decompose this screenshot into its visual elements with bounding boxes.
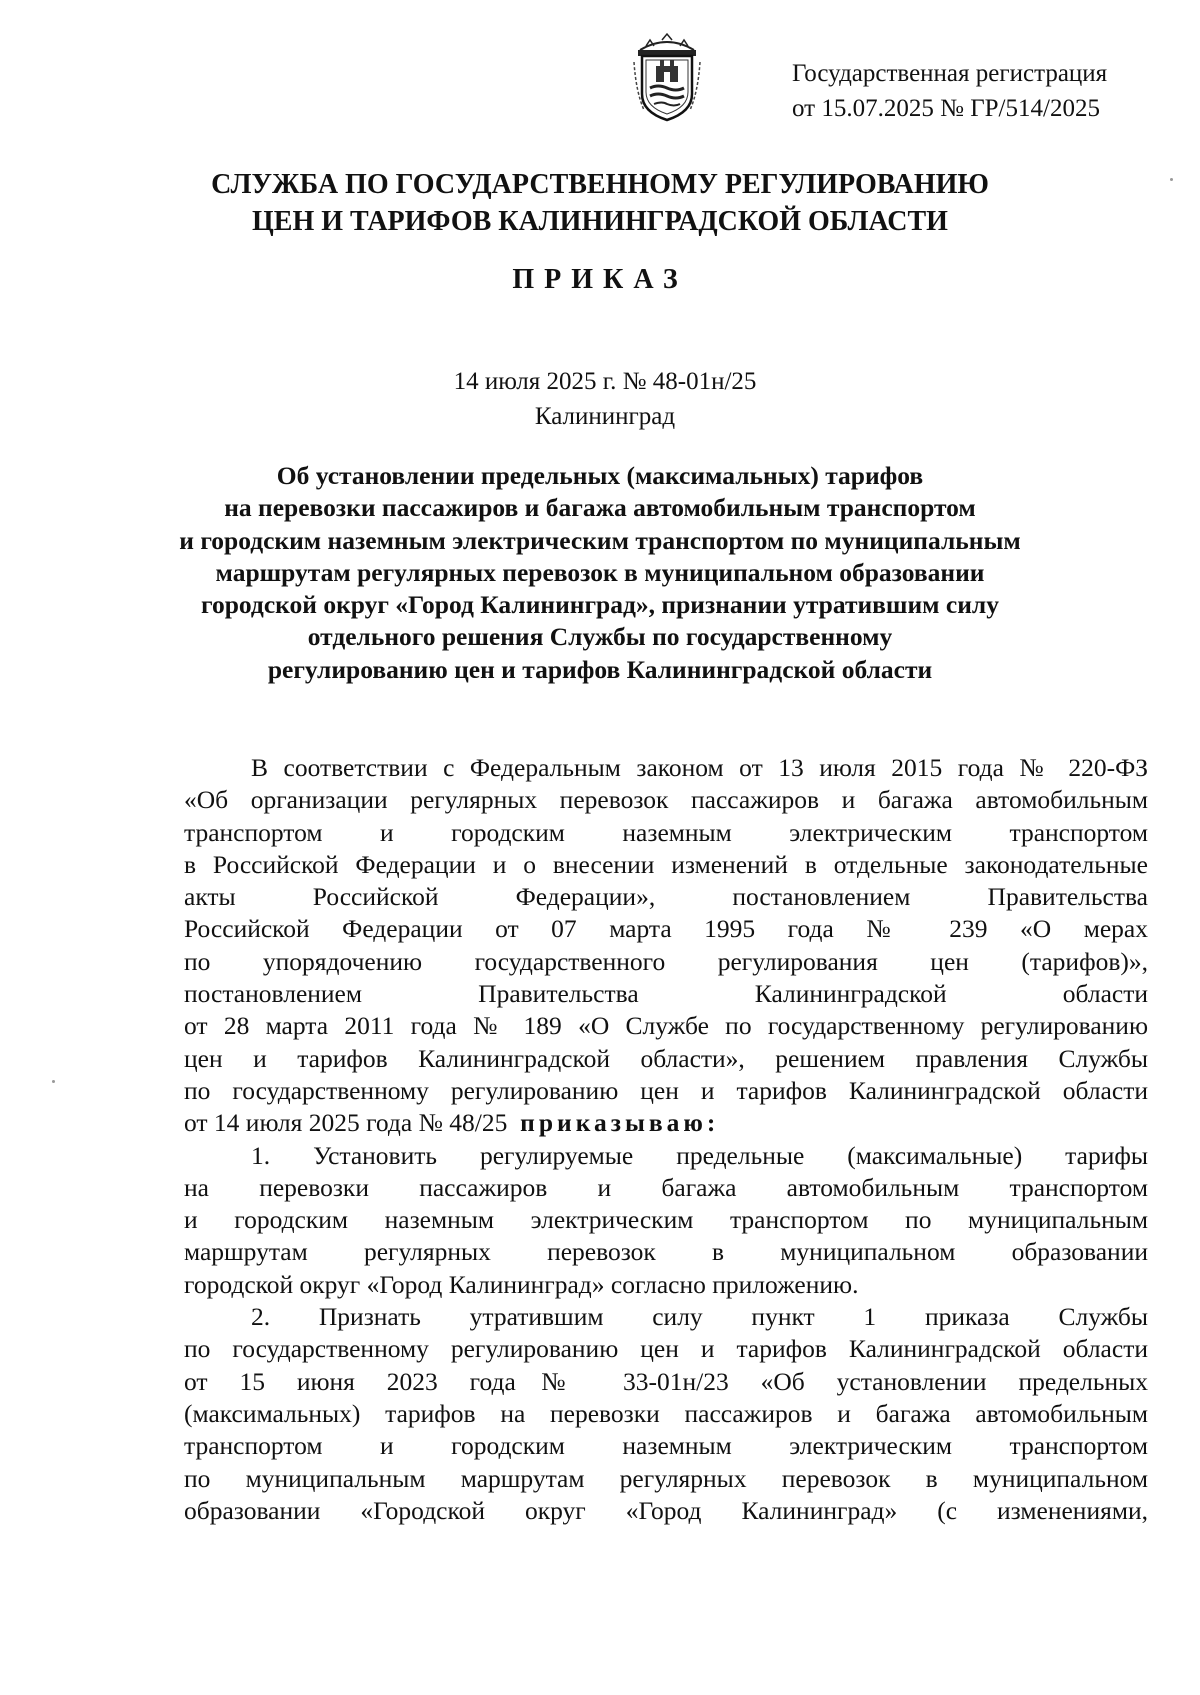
item-2-line: по государственному регулированию цен и тарифов Калининградской области <box>184 1334 1148 1364</box>
preamble-last-text: от 14 июля 2025 года № 48/25 <box>184 1108 508 1138</box>
organization-title-line-1: СЛУЖБА ПО ГОСУДАРСТВЕННОМУ РЕГУЛИРОВАНИЮ <box>211 169 989 200</box>
organization-title <box>0 166 1200 240</box>
preamble-line: акты Российской Федерации», постановлением Правительства <box>184 882 1148 912</box>
item-2-line: транспортом и городским наземным электрическим транспортом <box>184 1431 1148 1461</box>
preamble-line: в Российской Федерации и о внесении изменений в отдельные законодательные <box>184 849 1148 879</box>
subject-line: регулированию цен и тарифов Калининградской области <box>267 654 933 684</box>
subject-line: и городским наземным электрическим транспортом по муниципальным <box>179 525 1021 555</box>
registration-line-2: от 15.07.2025 № ГР/514/2025 <box>792 95 1100 122</box>
document-city: Калининград <box>534 403 676 430</box>
item-2-line: от 15 июня 2023 года№ 33-01н/23 «Об установлении предельных <box>184 1366 1148 1396</box>
item-1-line: городской округ «Город Калининград» согласно приложению. <box>184 1269 859 1299</box>
subject-line: маршрутам регулярных перевозок в муниципальном образовании <box>215 557 985 587</box>
item-2-line: по муниципальным маршрутам регулярных перевозок в муниципальном <box>184 1463 1148 1493</box>
subject-line: городской округ «Город Калининград», признании утратившим силу <box>201 590 999 620</box>
preamble-line: по государственному регулированию цен и тарифов Калининградской области <box>184 1075 1148 1105</box>
coat-of-arms-emblem <box>632 32 702 124</box>
item-1-line: маршрутам регулярных перевозок в муниципальном образовании <box>184 1237 1148 1267</box>
item-2-line: образовании «Городской округ «Город Калининград» (с изменениями, <box>184 1495 1148 1525</box>
document-subject <box>0 460 1200 686</box>
document-body <box>184 752 1148 1527</box>
preamble-line: транспортом и городским наземным электрическим транспортом <box>184 817 1148 847</box>
document-type-heading: ПРИКАЗ <box>512 264 688 295</box>
subject-line: Об установлении предельных (максимальных) тарифов <box>276 461 924 490</box>
subject-line: на перевозки пассажиров и багажа автомобильным транспортом <box>224 493 976 523</box>
scan-speck <box>1170 178 1173 181</box>
preamble-line: от 28 марта 2011 года № 189 «О Службе по государственному регулированию <box>184 1011 1148 1041</box>
preamble-line: по упорядочению государственного регулирования цен (тарифов)», <box>184 946 1148 976</box>
order-command: приказываю: <box>520 1108 720 1138</box>
preamble-line: В соответствии с Федеральным законом от 13 июля 2015 года № 220-ФЗ <box>251 753 1148 782</box>
item-1-line: и городским наземным электрическим транспортом по муниципальным <box>184 1205 1148 1235</box>
item-1-line: 1. Установить регулируемые предельные (максимальные) тарифы <box>251 1140 1148 1170</box>
item-2-line: (максимальных) тарифов на перевозки пассажиров и багажа автомобильным <box>184 1398 1148 1428</box>
preamble-line: «Об организации регулярных перевозок пассажиров и багажа автомобильным <box>184 785 1148 815</box>
subject-line: отдельного решения Службы по государственному <box>307 622 893 652</box>
registration-stamp <box>792 56 1107 126</box>
document-date-number: 14 июля 2025 г. № 48-01н/25 <box>453 368 757 395</box>
item-2-line: 2. Признать утратившим силу пункт 1 приказа Службы <box>251 1302 1148 1332</box>
document-meta <box>0 364 1200 434</box>
preamble-last-line <box>184 1107 1148 1139</box>
organization-title-line-2: ЦЕН И ТАРИФОВ КАЛИНИНГРАДСКОЙ ОБЛАСТИ <box>252 206 948 237</box>
item-1-line: на перевозки пассажиров и багажа автомобильным транспортом <box>184 1172 1148 1202</box>
scan-speck <box>52 1080 55 1083</box>
preamble-line: постановлением Правительства Калининградской области <box>184 979 1148 1009</box>
preamble-line: Российской Федерации от 07 марта 1995 года № 239 «О мерах <box>184 914 1148 944</box>
registration-line-1: Государственная регистрация <box>792 60 1108 87</box>
preamble-line: цен и тарифов Калининградской области», решением правления Службы <box>184 1043 1148 1073</box>
